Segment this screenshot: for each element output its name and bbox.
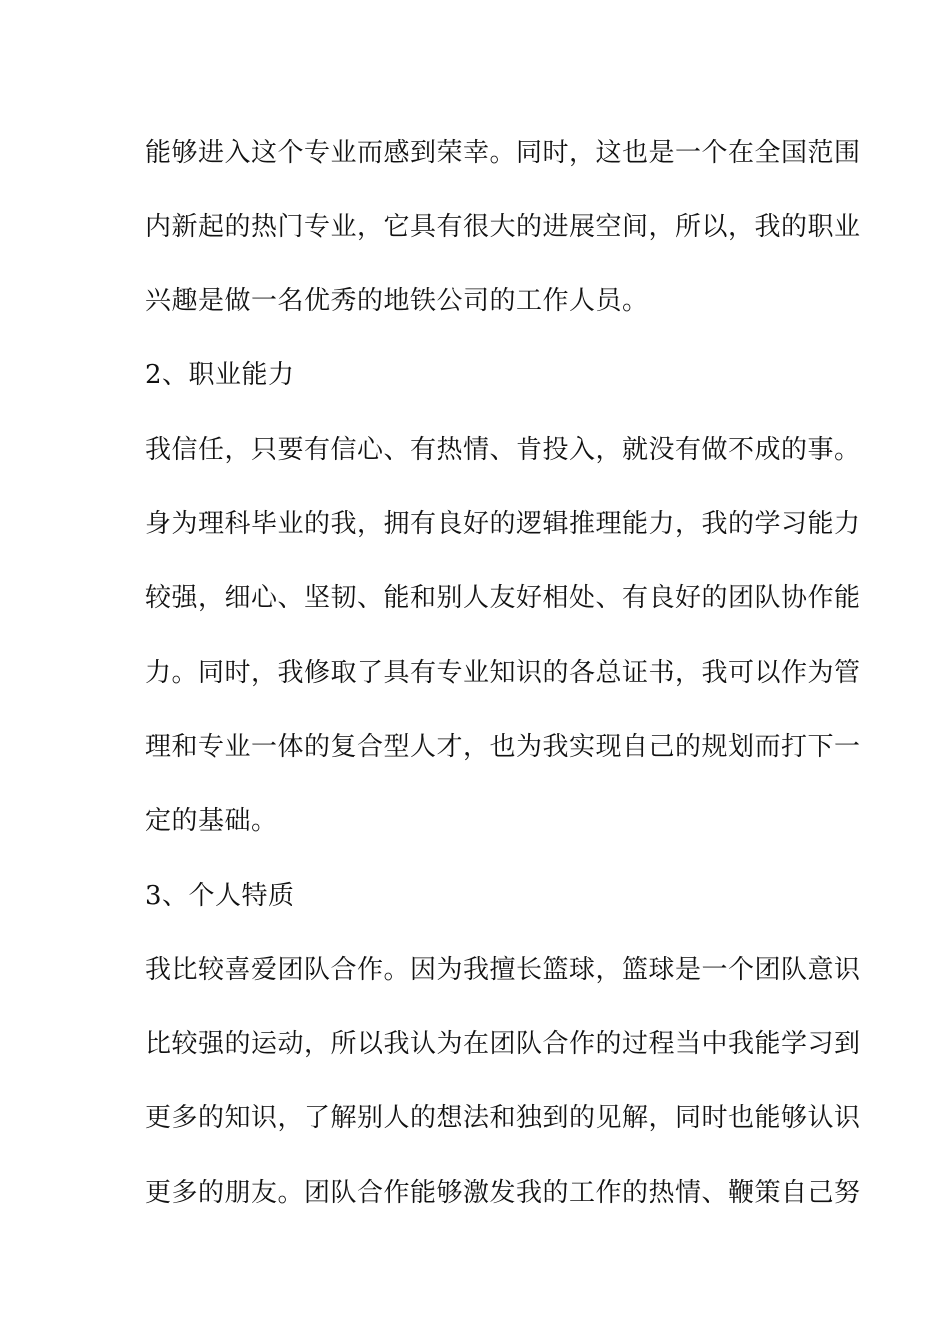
section-heading: 3、个人特质 <box>145 881 295 911</box>
paragraph-line: 身为理科毕业的我，拥有良好的逻辑推理能力，我的学习能力 <box>145 509 861 539</box>
paragraph-line: 我信任，只要有信心、有热情、肯投入，就没有做不成的事。 <box>145 435 861 465</box>
paragraph-line: 定的基础。 <box>145 806 278 836</box>
paragraph-line: 内新起的热门专业，它具有很大的进展空间，所以，我的职业 <box>145 212 861 242</box>
paragraph-line: 兴趣是做一名优秀的地铁公司的工作人员。 <box>145 286 649 316</box>
paragraph-line: 能够进入这个专业而感到荣幸。同时，这也是一个在全国范围 <box>145 138 861 168</box>
paragraph-line: 比较强的运动，所以我认为在团队合作的过程当中我能学习到 <box>145 1029 861 1059</box>
paragraph-line: 较强，细心、坚韧、能和别人友好相处、有良好的团队协作能 <box>145 583 861 613</box>
paragraph-line: 力。同时，我修取了具有专业知识的各总证书，我可以作为管 <box>145 658 861 688</box>
paragraph-line: 我比较喜爱团队合作。因为我擅长篮球，篮球是一个团队意识 <box>145 955 861 985</box>
paragraph-line: 更多的知识，了解别人的想法和独到的见解，同时也能够认识 <box>145 1103 861 1133</box>
paragraph-line: 理和专业一体的复合型人才，也为我实现自己的规划而打下一 <box>145 732 861 762</box>
paragraph-line: 更多的朋友。团队合作能够激发我的工作的热情、鞭策自己努 <box>145 1178 861 1208</box>
section-heading: 2、职业能力 <box>145 360 295 390</box>
